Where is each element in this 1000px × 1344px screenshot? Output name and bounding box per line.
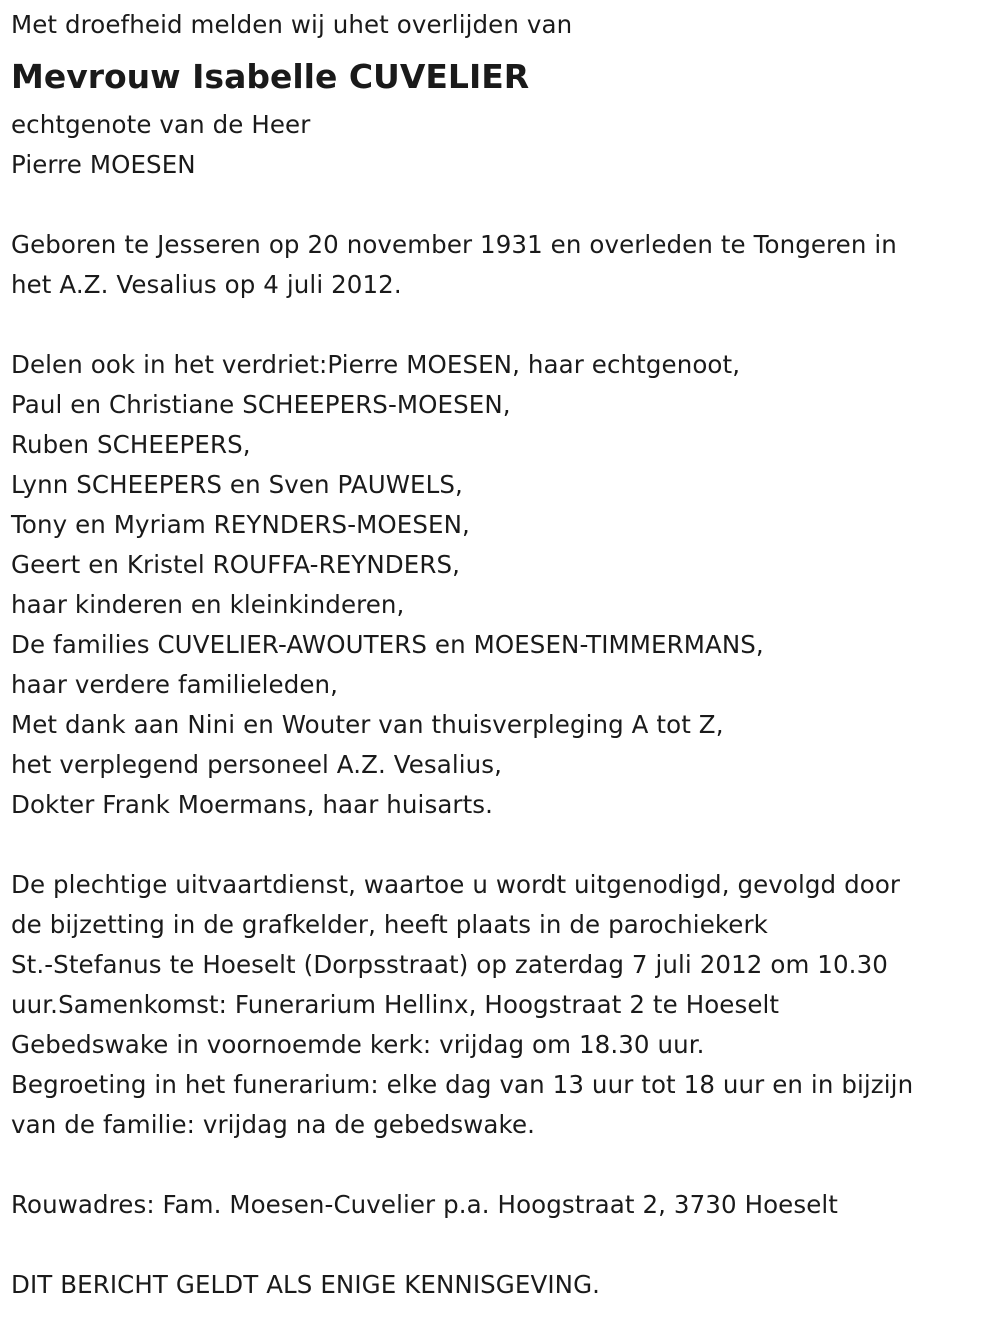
mourner-line: het verplegend personeel A.Z. Vesalius, bbox=[11, 750, 503, 779]
spacer bbox=[11, 1225, 991, 1265]
spacer bbox=[11, 825, 991, 865]
birth-death-line: het A.Z. Vesalius op 4 juli 2012. bbox=[11, 270, 402, 299]
mourner-line: Met dank aan Nini en Wouter van thuisverpleging A tot Z, bbox=[11, 710, 724, 739]
mourner-line: Lynn SCHEEPERS en Sven PAUWELS, bbox=[11, 470, 463, 499]
funeral-line: uur.Samenkomst: Funerarium Hellinx, Hoogstraat 2 te Hoeselt bbox=[11, 990, 780, 1019]
mourner-line: Tony en Myriam REYNDERS-MOESEN, bbox=[11, 510, 470, 539]
funeral-section bbox=[11, 865, 991, 1145]
mourner-line: Delen ook in het verdriet:Pierre MOESEN, haar echtgenoot, bbox=[11, 350, 741, 379]
birth-death-section bbox=[11, 225, 991, 305]
funeral-line: Begroeting in het funerarium: elke dag van 13 uur tot 18 uur en in bijzijn bbox=[11, 1070, 914, 1099]
mourner-line: Ruben SCHEEPERS, bbox=[11, 430, 251, 459]
mourner-line: haar kinderen en kleinkinderen, bbox=[11, 590, 405, 619]
mourner-line: Geert en Kristel ROUFFA-REYNDERS, bbox=[11, 550, 461, 579]
mourner-line: Dokter Frank Moermans, haar huisarts. bbox=[11, 790, 494, 819]
intro-text: Met droefheid melden wij uhet overlijden van bbox=[11, 10, 573, 39]
funeral-line: de bijzetting in de grafkelder, heeft plaats in de parochiekerk bbox=[11, 910, 768, 939]
notice-text: DIT BERICHT GELDT ALS ENIGE KENNISGEVING. bbox=[11, 1270, 601, 1299]
spouse-line: echtgenote van de Heer bbox=[11, 110, 311, 139]
mourner-line: Paul en Christiane SCHEEPERS-MOESEN, bbox=[11, 390, 511, 419]
mourners-section bbox=[11, 345, 991, 825]
birth-death-line: Geboren te Jesseren op 20 november 1931 en overleden te Tongeren in bbox=[11, 230, 897, 259]
deceased-name: Mevrouw Isabelle CUVELIER bbox=[11, 57, 530, 96]
spouse-name: Pierre MOESEN bbox=[11, 150, 196, 179]
mourner-line: De families CUVELIER-AWOUTERS en MOESEN-TIMMERMANS, bbox=[11, 630, 764, 659]
spacer bbox=[11, 1145, 991, 1185]
funeral-line: Gebedswake in voornoemde kerk: vrijdag om 18.30 uur. bbox=[11, 1030, 705, 1059]
obituary-document bbox=[11, 0, 991, 1305]
funeral-line: van de familie: vrijdag na de gebedswake. bbox=[11, 1110, 536, 1139]
mourner-line: haar verdere familieleden, bbox=[11, 670, 339, 699]
mourning-address: Rouwadres: Fam. Moesen-Cuvelier p.a. Hoogstraat 2, 3730 Hoeselt bbox=[11, 1190, 839, 1219]
funeral-line: De plechtige uitvaartdienst, waartoe u wordt uitgenodigd, gevolgd door bbox=[11, 870, 901, 899]
funeral-line: St.-Stefanus te Hoeselt (Dorpsstraat) op zaterdag 7 juli 2012 om 10.30 bbox=[11, 950, 888, 979]
spacer bbox=[11, 185, 991, 225]
spacer bbox=[11, 305, 991, 345]
